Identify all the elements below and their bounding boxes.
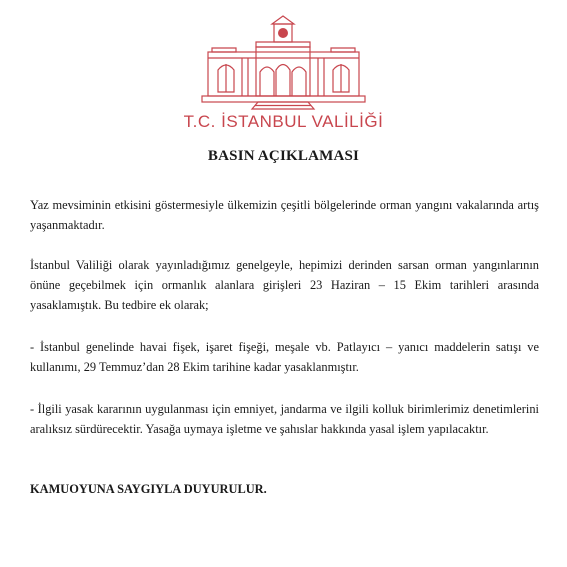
paragraph-3: - İstanbul genelinde havai fişek, işaret fişeği, meşale vb. Patlayıcı – yanıcı maddelerin satışı ve kullanımı, 29 Temmuz’dan 28 Ekim tarihine kadar yasaklanmıştır. — [30, 340, 539, 374]
paragraph-4: - İlgili yasak kararının uygulanması için emniyet, jandarma ve ilgili kolluk birimlerimiz denetimlerini aralıksız sürdürecektir. Yasağa uymaya işletme ve şahıslar hakkında yasal işlem yapılacaktır. — [30, 402, 539, 436]
document-title: BASIN AÇIKLAMASI — [207, 148, 360, 164]
paragraph-2: İstanbul Valiliği olarak yayınladığımız genelgeyle, hepimizi derinden sarsan orman yangınlarının önüne geçebilmek için ormanlık alanlara girişleri 23 Haziran – 15 Ekim tarihleri arasında yasaklamıştık. Bu tedbire ek olarak; — [30, 258, 539, 312]
governorship-building-logo-icon — [196, 12, 371, 112]
institution-name: T.C. İSTANBUL VALİLİĞİ — [183, 112, 384, 131]
closing-statement: KAMUOYUNA SAYGIYLA DUYURULUR. — [30, 482, 267, 496]
paragraph-1: Yaz mevsiminin etkisini göstermesiyle ülkemizin çeşitli bölgelerinde orman yangını vakalarında artış yaşanmaktadır. — [30, 198, 539, 232]
